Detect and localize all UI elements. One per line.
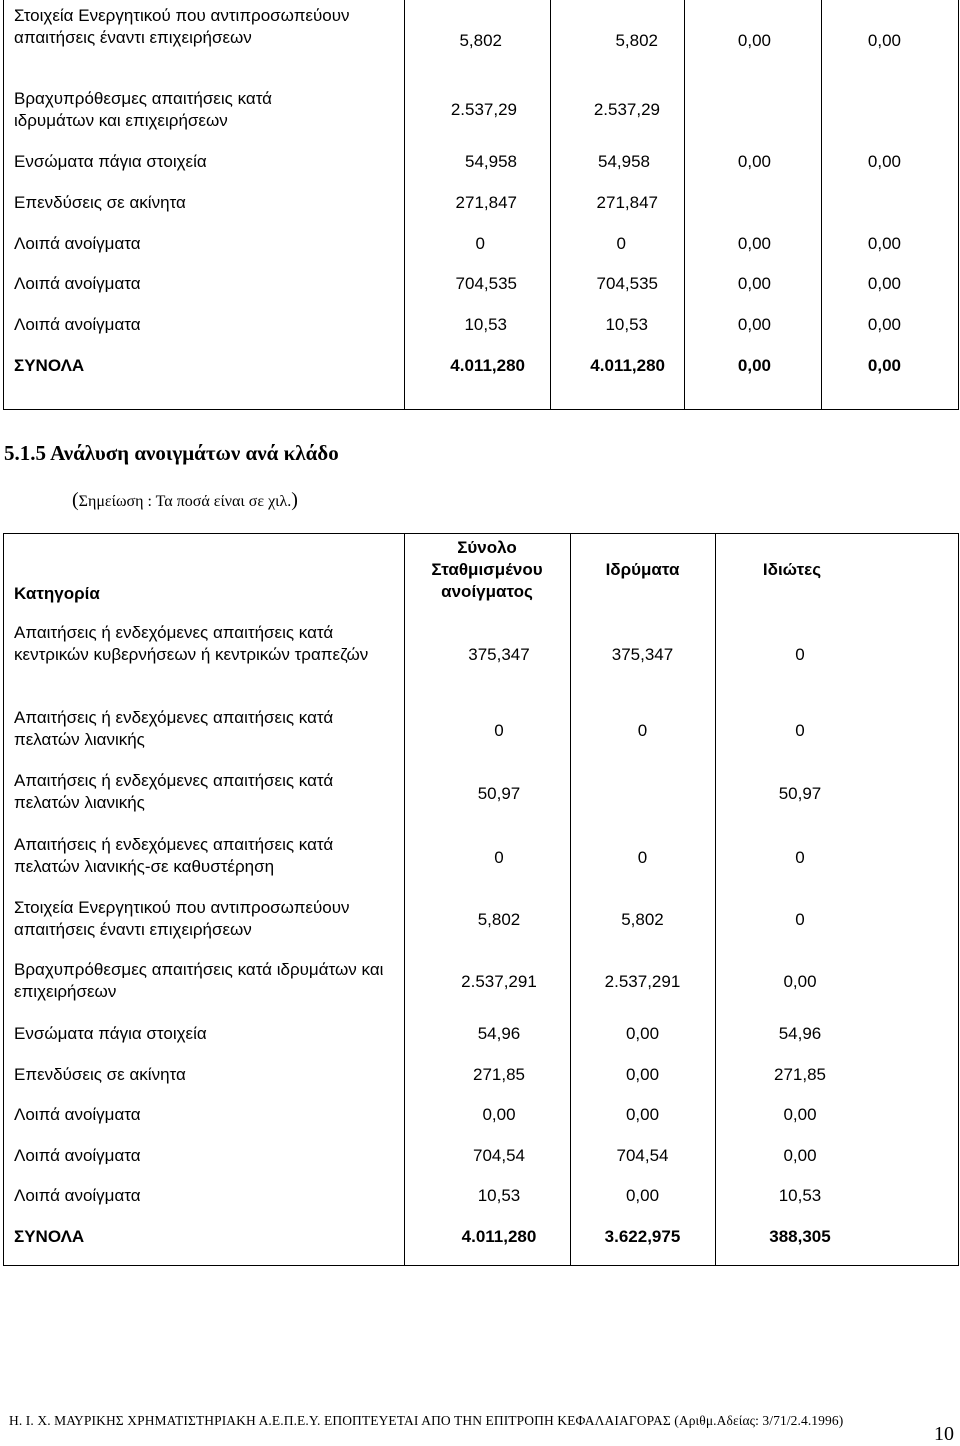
cell-total: 0 — [494, 721, 504, 740]
exposure-by-sector-table — [3, 533, 959, 1266]
cell-individuals: 10,53 — [778, 1186, 822, 1205]
cell-value: 54,958 — [598, 152, 650, 171]
cell-value: 0,00 — [737, 31, 771, 50]
row-label: Λοιπά ανοίγματα — [14, 234, 141, 253]
row-label: Λοιπά ανοίγματα — [14, 1186, 141, 1205]
note-open-paren: ( — [72, 489, 79, 511]
cell-institutions: 2.537,291 — [604, 972, 681, 991]
header-total — [404, 537, 570, 603]
row-label: Απαιτήσεις ή ενδεχόμενες απαιτήσεις κατά πελατών λιανικής — [14, 708, 334, 749]
cell-institutions: 704,54 — [616, 1146, 669, 1165]
cell-total: 375,347 — [468, 645, 530, 664]
cell-institutions: 5,802 — [621, 910, 664, 929]
row-label: Στοιχεία Ενεργητικού που αντιπροσωπεύουν απαιτήσεις έναντι επιχειρήσεων — [14, 6, 350, 47]
cell-institutions: 0 — [637, 848, 648, 867]
row-label: Απαιτήσεις ή ενδεχόμενες απαιτήσεις κατά πελατών λιανικής — [14, 771, 334, 812]
cell-value: 0,00 — [867, 152, 901, 171]
cell-total: 4.011,280 — [461, 1227, 537, 1246]
row-label: Επενδύσεις σε ακίνητα — [14, 193, 186, 212]
row-label: Ενσώματα πάγια στοιχεία — [14, 152, 207, 171]
row-label: Ενσώματα πάγια στοιχεία — [14, 1024, 207, 1043]
cell-individuals: 50,97 — [778, 784, 822, 803]
row-label: Λοιπά ανοίγματα — [14, 274, 141, 293]
cell-total: 5,802 — [477, 910, 521, 929]
cell-total: 704,54 — [473, 1146, 525, 1165]
cell-value: 0,00 — [737, 234, 771, 253]
cell-value: 4.011,280 — [450, 356, 525, 375]
page-footer: Η. Ι. Χ. ΜΑΥΡΙΚΗΣ ΧΡΗΜΑΤΙΣΤΗΡΙΑΚΗ Α.Ε.Π.Ε.Υ. ΕΠΟΠΤΕΥΕΤΑΙ ΑΠΟ ΤΗΝ ΕΠΙΤΡΟΠΗ ΚΕΦΑΛΑΙΑΓΟΡΑΣ (Αριθμ.Αδείας: 3/71/2.4.1996) — [9, 1413, 844, 1428]
row-label: Λοιπά ανοίγματα — [14, 315, 141, 334]
cell-total: 2.537,291 — [461, 972, 537, 991]
cell-value: 5,802 — [615, 31, 658, 50]
cell-value: 0,00 — [737, 152, 771, 171]
cell-value: 0,00 — [867, 356, 901, 375]
header-total-line1: Σύνολο — [457, 538, 517, 557]
section-heading: 5.1.5 Ανάλυση ανοιγμάτων ανά κλάδο — [4, 441, 339, 465]
page-number: 10 — [934, 1423, 954, 1445]
cell-individuals: 388,305 — [769, 1227, 831, 1246]
cell-institutions: 3.622,975 — [604, 1227, 681, 1246]
cell-value: 704,535 — [596, 274, 658, 293]
cell-total: 10,53 — [477, 1186, 521, 1205]
cell-individuals: 0,00 — [783, 1146, 817, 1165]
cell-individuals: 0,00 — [783, 1105, 817, 1124]
cell-total: 0 — [494, 848, 504, 867]
cell-value: 2.537,29 — [593, 100, 660, 119]
cell-value: 271,847 — [455, 193, 517, 212]
cell-institutions: 0,00 — [625, 1065, 660, 1084]
row-label: Βραχυπρόθεσμες απαιτήσεις κατά ιδρυμάτων και επιχειρήσεων — [14, 960, 384, 1001]
header-category: Κατηγορία — [14, 584, 100, 603]
cell-value: 10,53 — [605, 315, 648, 334]
cell-value: 0,00 — [867, 234, 901, 253]
cell-value: 5,802 — [459, 31, 502, 50]
cell-individuals: 54,96 — [778, 1024, 822, 1043]
row-label: Επενδύσεις σε ακίνητα — [14, 1065, 186, 1084]
cell-total: 271,85 — [473, 1065, 525, 1084]
cell-individuals: 271,85 — [774, 1065, 826, 1084]
table-continued — [3, 0, 959, 410]
cell-institutions: 0,00 — [625, 1024, 660, 1043]
header-individuals: Ιδιώτες — [762, 560, 822, 579]
row-label: Βραχυπρόθεσμες απαιτήσεις κατά ιδρυμάτων και επιχειρήσεων — [14, 89, 273, 130]
cell-value: 0,00 — [737, 315, 771, 334]
cell-institutions: 0,00 — [625, 1186, 660, 1205]
header-total-line3: ανοίγματος — [441, 582, 533, 601]
cell-individuals: 0 — [795, 721, 805, 740]
column-divider — [684, 0, 685, 409]
cell-individuals: 0,00 — [783, 972, 817, 991]
cell-individuals: 0 — [795, 910, 805, 929]
cell-value: 4.011,280 — [590, 356, 665, 375]
note-close-paren: ) — [291, 489, 298, 511]
cell-individuals: 0 — [795, 645, 805, 664]
column-divider — [821, 0, 822, 409]
row-label: Λοιπά ανοίγματα — [14, 1105, 141, 1124]
cell-institutions: 0 — [637, 721, 648, 740]
cell-value: 0,00 — [867, 274, 901, 293]
row-label: Λοιπά ανοίγματα — [14, 1146, 141, 1165]
cell-value: 0,00 — [867, 31, 901, 50]
cell-value: 0,00 — [867, 315, 901, 334]
cell-institutions: 0,00 — [625, 1105, 660, 1124]
header-total-line2: Σταθμισμένου — [431, 560, 543, 579]
units-note — [72, 489, 298, 512]
cell-institutions: 375,347 — [611, 645, 674, 664]
cell-individuals: 0 — [795, 848, 805, 867]
cell-value: 0,00 — [737, 356, 771, 375]
cell-total: 54,96 — [477, 1024, 521, 1043]
header-institutions: Ιδρύματα — [605, 560, 680, 579]
cell-total: 50,97 — [477, 784, 521, 803]
row-label: Στοιχεία Ενεργητικού που αντιπροσωπεύουν απαιτήσεις έναντι επιχειρήσεων — [14, 898, 350, 939]
note-text: Σημείωση : Τα ποσά είναι σε χιλ. — [78, 493, 292, 510]
cell-value: 0,00 — [737, 274, 771, 293]
cell-value: 0 — [616, 234, 626, 253]
row-label: ΣΥΝΟΛΑ — [14, 356, 85, 375]
row-label: Απαιτήσεις ή ενδεχόμενες απαιτήσεις κατά πελατών λιανικής-σε καθυστέρηση — [14, 835, 334, 876]
cell-value: 10,53 — [464, 315, 507, 334]
cell-value: 704,535 — [455, 274, 517, 293]
row-label: ΣΥΝΟΛΑ — [14, 1227, 85, 1246]
cell-value: 2.537,29 — [450, 100, 517, 119]
cell-value: 54,958 — [465, 152, 517, 171]
cell-value: 271,847 — [596, 193, 658, 212]
cell-total: 0,00 — [482, 1105, 516, 1124]
cell-value: 0 — [475, 234, 485, 253]
row-label: Απαιτήσεις ή ενδεχόμενες απαιτήσεις κατά κεντρικών κυβερνήσεων ή κεντρικών τραπεζών — [14, 623, 369, 664]
